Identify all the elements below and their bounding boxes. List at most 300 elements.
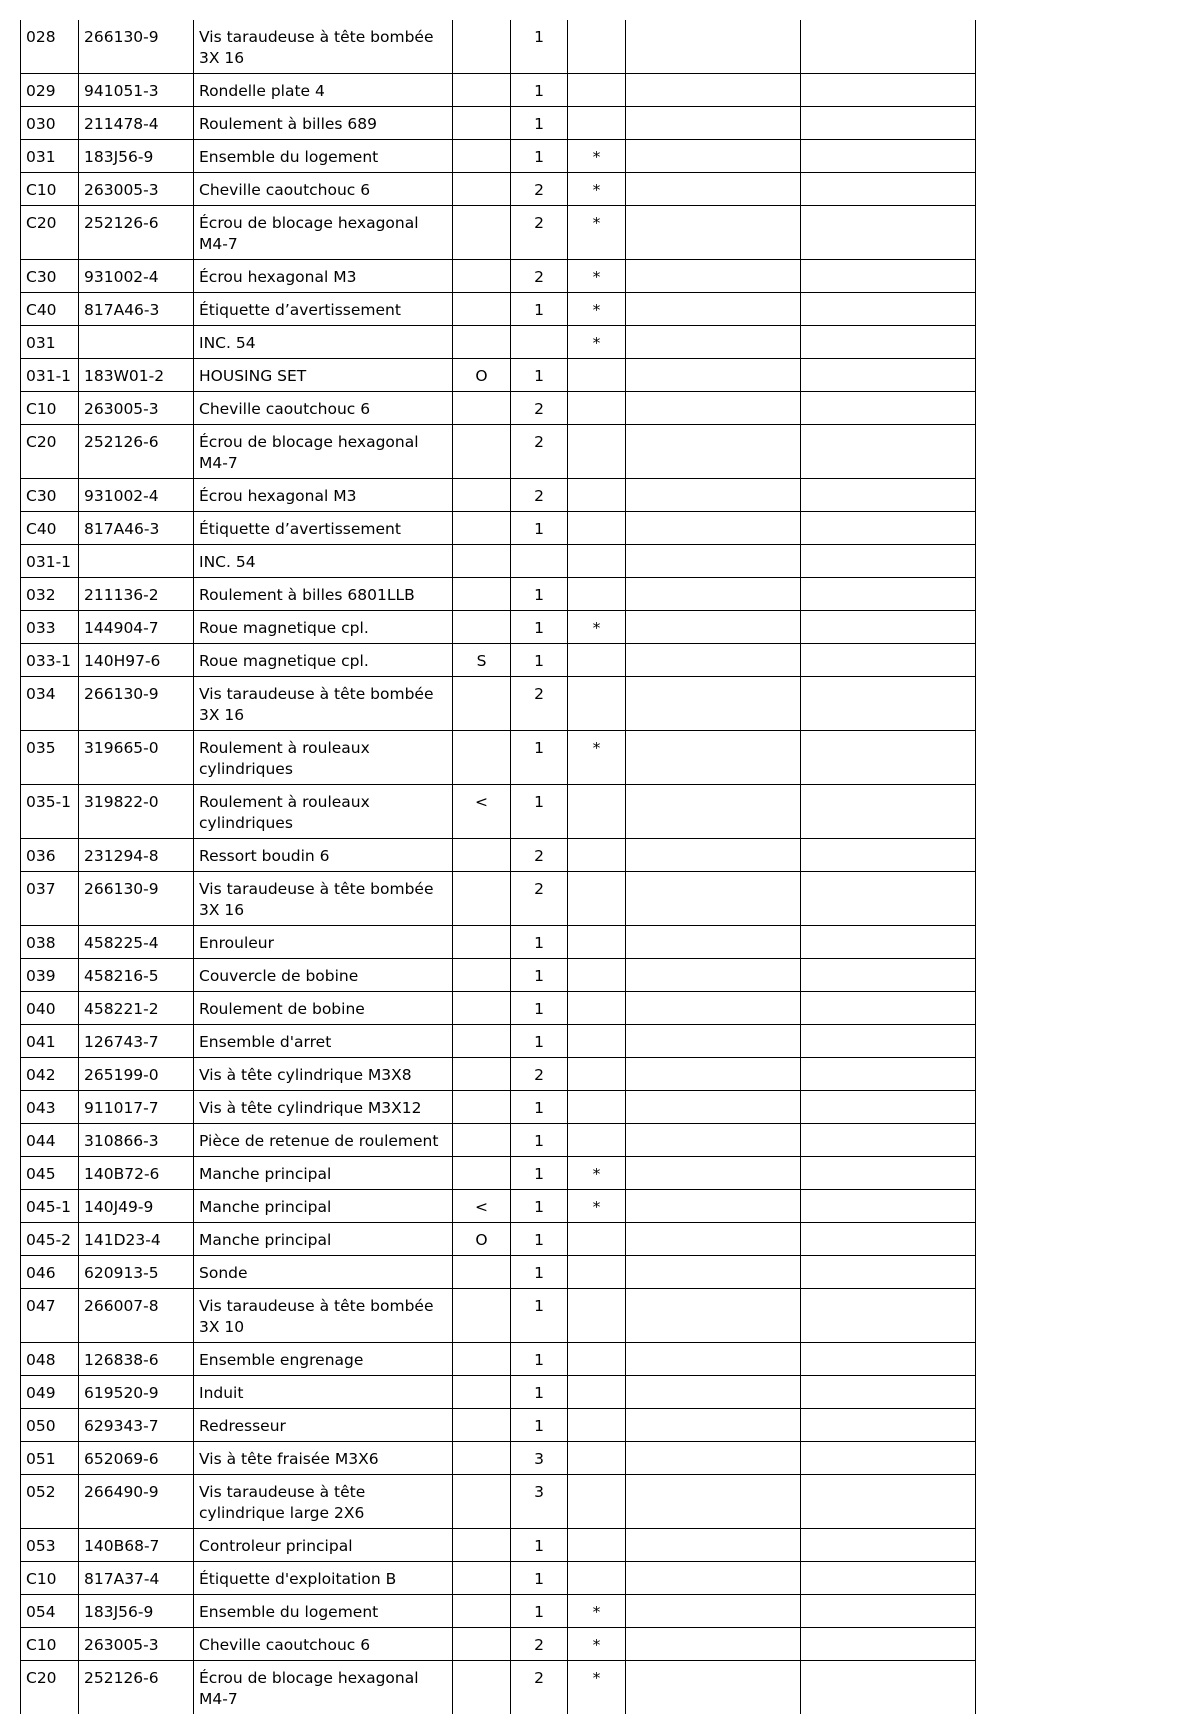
marker-cell [453,839,511,872]
description-cell: Enrouleur [194,926,453,959]
quantity-cell: 1 [511,1343,568,1376]
empty-cell [801,1157,976,1190]
marker-cell [453,1529,511,1562]
marker-cell [453,260,511,293]
item-number-cell: 039 [21,959,79,992]
description-cell: INC. 54 [194,545,453,578]
marker-cell [453,479,511,512]
note-star-cell [568,926,626,959]
item-number-cell: C10 [21,173,79,206]
empty-cell [801,1562,976,1595]
empty-cell [801,1058,976,1091]
empty-cell [626,173,801,206]
marker-cell [453,611,511,644]
description-cell: Controleur principal [194,1529,453,1562]
note-star-cell: * [568,173,626,206]
item-number-cell: C20 [21,1661,79,1714]
description-cell: Roulement à rouleaux cylindriques [194,785,453,839]
quantity-cell: 1 [511,731,568,785]
description-cell: Vis à tête fraisée M3X6 [194,1442,453,1475]
note-star-cell [568,20,626,74]
note-star-cell [568,359,626,392]
quantity-cell: 2 [511,1628,568,1661]
quantity-cell: 1 [511,1529,568,1562]
empty-cell [801,959,976,992]
empty-cell [801,731,976,785]
item-number-cell: C30 [21,260,79,293]
table-row [21,173,976,206]
empty-cell [626,1157,801,1190]
description-cell: Écrou de blocage hexagonal M4-7 [194,206,453,260]
table-row [21,260,976,293]
marker-cell [453,1409,511,1442]
empty-cell [801,1628,976,1661]
empty-cell [626,644,801,677]
note-star-cell: * [568,1661,626,1714]
note-star-cell: * [568,140,626,173]
table-row [21,1661,976,1714]
item-number-cell: 043 [21,1091,79,1124]
empty-cell [626,959,801,992]
note-star-cell [568,1289,626,1343]
description-cell: Étiquette d'exploitation B [194,1562,453,1595]
empty-cell [626,1562,801,1595]
note-star-cell: * [568,1157,626,1190]
empty-cell [801,926,976,959]
table-row [21,206,976,260]
table-row [21,20,976,74]
part-number-cell: 817A46-3 [79,512,194,545]
quantity-cell: 1 [511,1091,568,1124]
note-star-cell: * [568,206,626,260]
part-number-cell: 183W01-2 [79,359,194,392]
empty-cell [626,992,801,1025]
description-cell: Vis à tête cylindrique M3X12 [194,1091,453,1124]
quantity-cell: 1 [511,359,568,392]
marker-cell [453,1091,511,1124]
description-cell: Cheville caoutchouc 6 [194,392,453,425]
table-row [21,731,976,785]
item-number-cell: C40 [21,293,79,326]
part-number-cell: 458221-2 [79,992,194,1025]
quantity-cell: 1 [511,140,568,173]
quantity-cell: 1 [511,611,568,644]
empty-cell [626,260,801,293]
table-row [21,1289,976,1343]
note-star-cell: * [568,731,626,785]
description-cell: Vis taraudeuse à tête bombée 3X 10 [194,1289,453,1343]
marker-cell [453,107,511,140]
item-number-cell: 051 [21,1442,79,1475]
quantity-cell: 2 [511,872,568,926]
quantity-cell: 2 [511,392,568,425]
parts-table-body [21,20,976,1714]
part-number-cell: 211136-2 [79,578,194,611]
description-cell: Ensemble du logement [194,140,453,173]
description-cell: Vis taraudeuse à tête bombée 3X 16 [194,20,453,74]
marker-cell [453,1442,511,1475]
item-number-cell: 045-1 [21,1190,79,1223]
empty-cell [801,1091,976,1124]
description-cell: Manche principal [194,1223,453,1256]
part-number-cell: 911017-7 [79,1091,194,1124]
empty-cell [801,1529,976,1562]
empty-cell [801,1442,976,1475]
empty-cell [626,1529,801,1562]
item-number-cell: 029 [21,74,79,107]
part-number-cell: 266130-9 [79,20,194,74]
marker-cell [453,1661,511,1714]
description-cell: Roulement à billes 6801LLB [194,578,453,611]
empty-cell [626,206,801,260]
part-number-cell: 252126-6 [79,1661,194,1714]
part-number-cell: 140J49-9 [79,1190,194,1223]
note-star-cell [568,992,626,1025]
empty-cell [801,1289,976,1343]
note-star-cell [568,545,626,578]
description-cell: Manche principal [194,1157,453,1190]
empty-cell [626,1256,801,1289]
part-number-cell: 126838-6 [79,1343,194,1376]
table-row [21,1529,976,1562]
empty-cell [801,260,976,293]
description-cell: Étiquette d’avertissement [194,512,453,545]
description-cell: Cheville caoutchouc 6 [194,173,453,206]
empty-cell [626,20,801,74]
empty-cell [801,293,976,326]
table-row [21,1223,976,1256]
note-star-cell [568,677,626,731]
part-number-cell: 619520-9 [79,1376,194,1409]
part-number-cell: 931002-4 [79,260,194,293]
empty-cell [626,293,801,326]
note-star-cell [568,74,626,107]
item-number-cell: 049 [21,1376,79,1409]
empty-cell [801,644,976,677]
note-star-cell [568,1343,626,1376]
quantity-cell: 2 [511,479,568,512]
part-number-cell: 141D23-4 [79,1223,194,1256]
part-number-cell: 266130-9 [79,677,194,731]
empty-cell [801,1025,976,1058]
item-number-cell: 048 [21,1343,79,1376]
part-number-cell: 144904-7 [79,611,194,644]
table-row [21,1376,976,1409]
marker-cell [453,992,511,1025]
quantity-cell: 1 [511,1124,568,1157]
part-number-cell: 140H97-6 [79,644,194,677]
empty-cell [801,479,976,512]
quantity-cell: 1 [511,926,568,959]
quantity-cell: 1 [511,578,568,611]
note-star-cell [568,785,626,839]
part-number-cell: 652069-6 [79,1442,194,1475]
empty-cell [626,1025,801,1058]
empty-cell [801,1661,976,1714]
item-number-cell: C10 [21,1562,79,1595]
marker-cell [453,173,511,206]
quantity-cell: 1 [511,1409,568,1442]
marker-cell [453,392,511,425]
part-number-cell: 458216-5 [79,959,194,992]
item-number-cell: 054 [21,1595,79,1628]
part-number-cell: 252126-6 [79,425,194,479]
description-cell: Induit [194,1376,453,1409]
description-cell: Écrou hexagonal M3 [194,479,453,512]
table-row [21,1409,976,1442]
empty-cell [626,74,801,107]
table-row [21,1157,976,1190]
table-row [21,611,976,644]
description-cell: Étiquette d’avertissement [194,293,453,326]
table-row [21,545,976,578]
description-cell: Roue magnetique cpl. [194,644,453,677]
part-number-cell: 319822-0 [79,785,194,839]
quantity-cell: 2 [511,677,568,731]
item-number-cell: 030 [21,107,79,140]
item-number-cell: 041 [21,1025,79,1058]
item-number-cell: 047 [21,1289,79,1343]
quantity-cell: 1 [511,1025,568,1058]
item-number-cell: 045-2 [21,1223,79,1256]
quantity-cell: 3 [511,1442,568,1475]
item-number-cell: C10 [21,392,79,425]
empty-cell [801,1475,976,1529]
quantity-cell: 2 [511,1661,568,1714]
empty-cell [626,107,801,140]
empty-cell [626,1475,801,1529]
marker-cell [453,74,511,107]
part-number-cell: 211478-4 [79,107,194,140]
quantity-cell: 2 [511,839,568,872]
item-number-cell: 046 [21,1256,79,1289]
quantity-cell: 1 [511,1256,568,1289]
marker-cell [453,1157,511,1190]
empty-cell [626,425,801,479]
table-row [21,872,976,926]
empty-cell [801,872,976,926]
marker-cell [453,293,511,326]
description-cell: Vis taraudeuse à tête bombée 3X 16 [194,872,453,926]
note-star-cell [568,1376,626,1409]
note-star-cell: * [568,1190,626,1223]
item-number-cell: 035-1 [21,785,79,839]
table-row [21,326,976,359]
note-star-cell [568,512,626,545]
description-cell: Écrou de blocage hexagonal M4-7 [194,425,453,479]
quantity-cell: 2 [511,173,568,206]
item-number-cell: 052 [21,1475,79,1529]
item-number-cell: C40 [21,512,79,545]
description-cell: Vis taraudeuse à tête bombée 3X 16 [194,677,453,731]
table-row [21,1562,976,1595]
description-cell: INC. 54 [194,326,453,359]
marker-cell [453,677,511,731]
quantity-cell: 1 [511,1190,568,1223]
empty-cell [626,1409,801,1442]
marker-cell [453,140,511,173]
note-star-cell [568,1442,626,1475]
part-number-cell: 252126-6 [79,206,194,260]
empty-cell [626,839,801,872]
quantity-cell: 2 [511,260,568,293]
marker-cell [453,1595,511,1628]
quantity-cell: 1 [511,1223,568,1256]
table-row [21,1124,976,1157]
table-row [21,1256,976,1289]
note-star-cell [568,1058,626,1091]
part-number-cell [79,545,194,578]
note-star-cell: * [568,293,626,326]
empty-cell [626,392,801,425]
part-number-cell: 319665-0 [79,731,194,785]
item-number-cell: 031-1 [21,359,79,392]
marker-cell [453,959,511,992]
description-cell: Couvercle de bobine [194,959,453,992]
empty-cell [801,545,976,578]
table-row [21,359,976,392]
empty-cell [801,107,976,140]
part-number-cell: 263005-3 [79,1628,194,1661]
empty-cell [801,1376,976,1409]
item-number-cell: 037 [21,872,79,926]
quantity-cell: 1 [511,1562,568,1595]
part-number-cell: 266490-9 [79,1475,194,1529]
item-number-cell: 028 [21,20,79,74]
marker-cell [453,1289,511,1343]
item-number-cell: C20 [21,425,79,479]
quantity-cell: 1 [511,992,568,1025]
quantity-cell: 1 [511,1289,568,1343]
marker-cell [453,872,511,926]
parts-list-table [20,20,976,1714]
empty-cell [801,578,976,611]
item-number-cell: 044 [21,1124,79,1157]
part-number-cell: 817A46-3 [79,293,194,326]
marker-cell: O [453,1223,511,1256]
empty-cell [626,1124,801,1157]
marker-cell: S [453,644,511,677]
table-row [21,677,976,731]
empty-cell [801,425,976,479]
empty-cell [626,1376,801,1409]
empty-cell [626,512,801,545]
table-row [21,74,976,107]
part-number-cell: 231294-8 [79,839,194,872]
table-row [21,140,976,173]
description-cell: Vis taraudeuse à tête cylindrique large 2X6 [194,1475,453,1529]
marker-cell [453,1025,511,1058]
empty-cell [626,1058,801,1091]
item-number-cell: C30 [21,479,79,512]
empty-cell [801,173,976,206]
part-number-cell: 183J56-9 [79,1595,194,1628]
marker-cell [453,326,511,359]
item-number-cell: 031 [21,326,79,359]
empty-cell [626,1223,801,1256]
quantity-cell: 1 [511,959,568,992]
table-row [21,512,976,545]
empty-cell [626,731,801,785]
item-number-cell: 034 [21,677,79,731]
empty-cell [626,479,801,512]
quantity-cell: 2 [511,425,568,479]
note-star-cell [568,872,626,926]
empty-cell [801,1223,976,1256]
empty-cell [626,1595,801,1628]
marker-cell [453,20,511,74]
empty-cell [801,1190,976,1223]
quantity-cell [511,545,568,578]
empty-cell [626,1628,801,1661]
part-number-cell: 263005-3 [79,173,194,206]
quantity-cell: 2 [511,1058,568,1091]
empty-cell [626,926,801,959]
item-number-cell: 033 [21,611,79,644]
part-number-cell: 629343-7 [79,1409,194,1442]
note-star-cell: * [568,326,626,359]
part-number-cell: 126743-7 [79,1025,194,1058]
item-number-cell: 031-1 [21,545,79,578]
part-number-cell: 931002-4 [79,479,194,512]
description-cell: Roue magnetique cpl. [194,611,453,644]
marker-cell [453,1124,511,1157]
empty-cell [801,359,976,392]
part-number-cell: 140B72-6 [79,1157,194,1190]
marker-cell [453,1562,511,1595]
item-number-cell: 032 [21,578,79,611]
empty-cell [801,1409,976,1442]
table-row [21,926,976,959]
table-row [21,1343,976,1376]
note-star-cell: * [568,260,626,293]
part-number-cell: 941051-3 [79,74,194,107]
note-star-cell [568,1025,626,1058]
part-number-cell: 310866-3 [79,1124,194,1157]
note-star-cell [568,1529,626,1562]
description-cell: Pièce de retenue de roulement [194,1124,453,1157]
table-row [21,293,976,326]
empty-cell [801,677,976,731]
description-cell: Vis à tête cylindrique M3X8 [194,1058,453,1091]
quantity-cell [511,326,568,359]
empty-cell [626,359,801,392]
part-number-cell: 183J56-9 [79,140,194,173]
part-number-cell: 817A37-4 [79,1562,194,1595]
table-row [21,578,976,611]
empty-cell [801,206,976,260]
description-cell: Roulement de bobine [194,992,453,1025]
table-row [21,992,976,1025]
marker-cell [453,512,511,545]
table-row [21,644,976,677]
table-row [21,1058,976,1091]
quantity-cell: 1 [511,1595,568,1628]
note-star-cell [568,1223,626,1256]
table-row [21,785,976,839]
part-number-cell [79,326,194,359]
empty-cell [626,545,801,578]
quantity-cell: 1 [511,74,568,107]
empty-cell [801,326,976,359]
table-row [21,1190,976,1223]
item-number-cell: 040 [21,992,79,1025]
item-number-cell: C20 [21,206,79,260]
marker-cell: < [453,1190,511,1223]
empty-cell [801,140,976,173]
empty-cell [626,326,801,359]
part-number-cell: 458225-4 [79,926,194,959]
